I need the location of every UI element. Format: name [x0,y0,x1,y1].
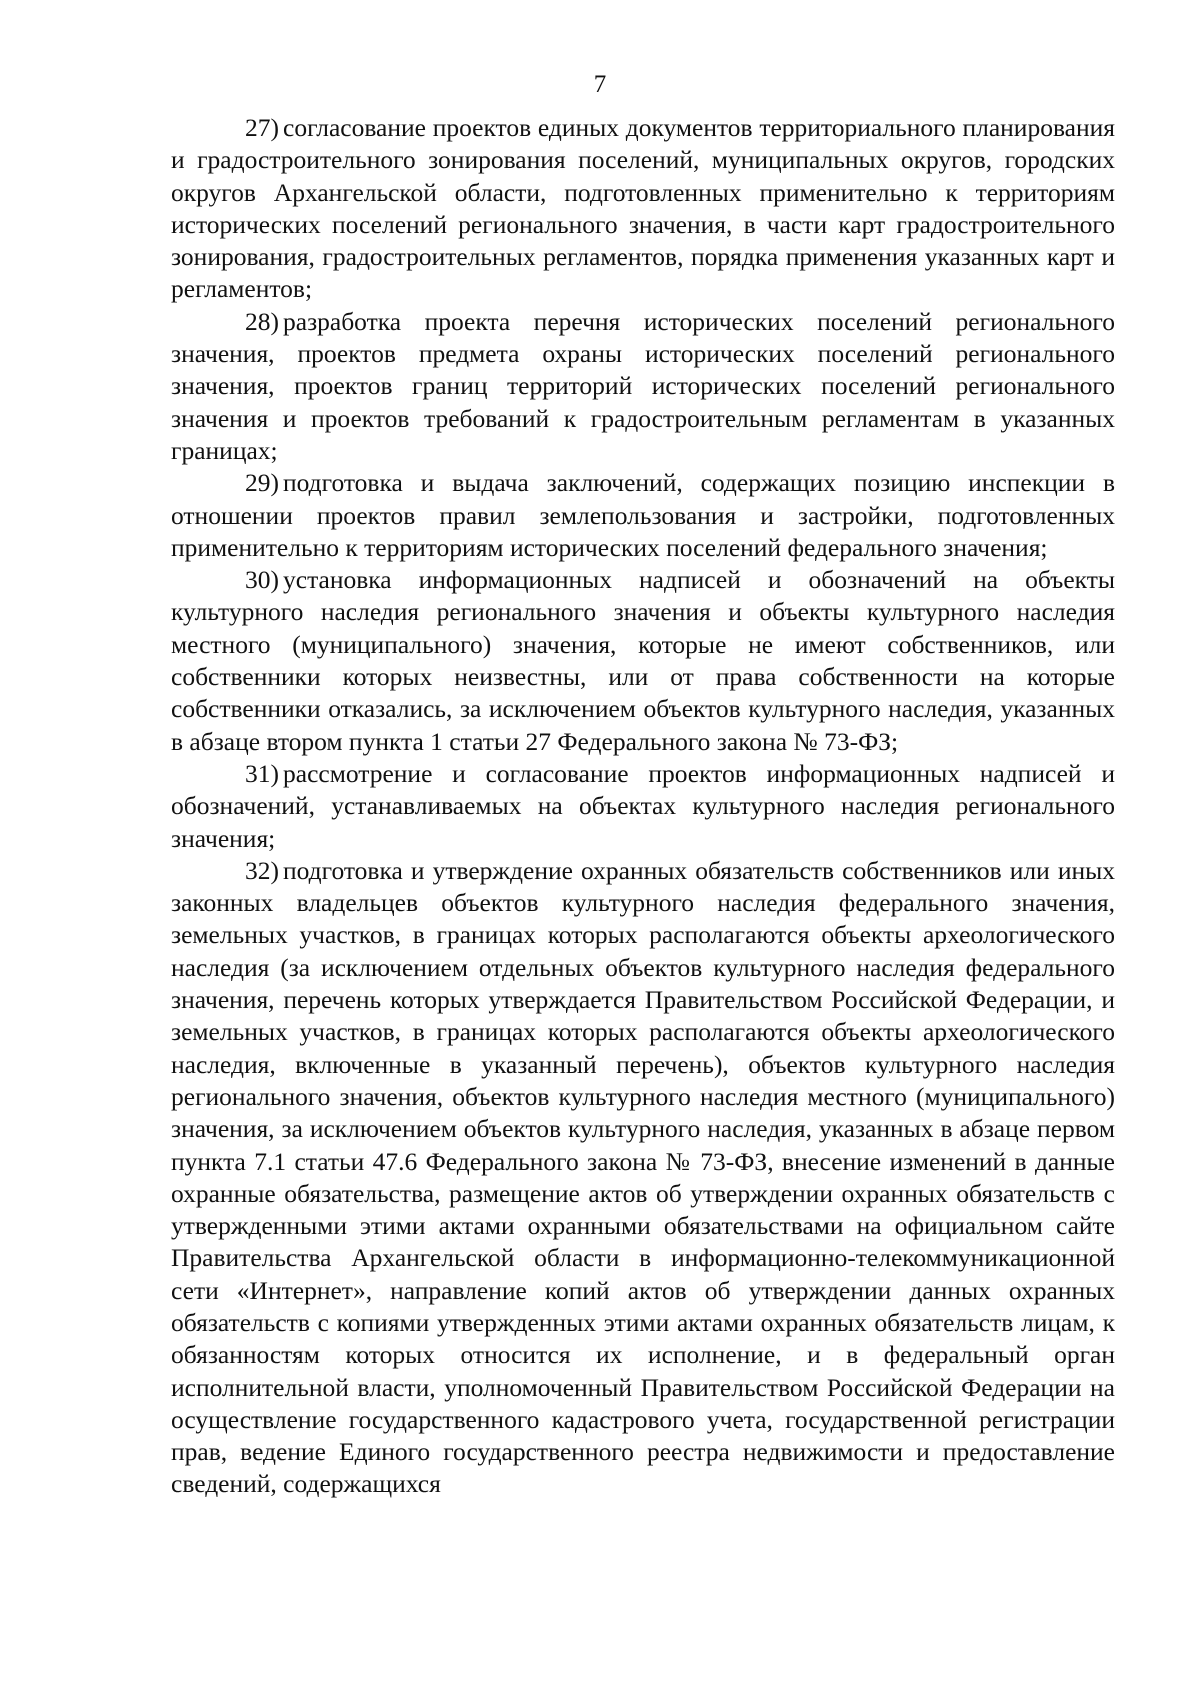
list-item-28 [171,306,1115,467]
list-item-27 [171,112,1115,306]
item-text: подготовка и выдача заключений, содержащих позицию инспекции в отношении проектов правил землепользования и застройки, подготовленных применительно к территориям исторических поселений федерального значения; [171,468,1115,562]
item-number: 30) [245,565,279,595]
item-text: подготовка и утверждение охранных обязательств собственников или иных законных владельцев объектов культурного наследия федерального значения, земельных участков, в границах которых располагаются объекты археологического наследия (за исключением отдельных объектов культурного наследия федерального значения, перечень которых утверждается Правительством Российской Федерации, и земельных участков, в границах которых располагаются объекты археологического наследия, включенные в указанный перечень), объектов культурного наследия регионального значения, объектов культурного наследия местного (муниципального) значения, за исключением объектов культурного наследия, указанных в абзаце первом пункта 7.1 статьи 47.6 Федерального закона № 73-ФЗ, внесение изменений в данные охранные обязательства, размещение актов об утверждении охранных обязательств с утвержденными этими актами охранными обязательствами на официальном сайте Правительства Архангельской области в информационно-телекоммуникационной сети «Интернет», направление копий актов об утверждении данных охранных обязательств с копиями утвержденных этими актами охранных обязательств лицам, к обязанностям которых относится их исполнение, и в федеральный орган исполнительной власти, уполномоченный Правительством Российской Федерации на осуществление государственного кадастрового учета, государственной регистрации прав, ведение Единого государственного реестра недвижимости и предоставление сведений, содержащихся [171,855,1115,1499]
page-number: 7 [593,71,607,98]
item-number: 29) [245,468,279,498]
item-number: 28) [245,306,279,336]
item-text: согласование проектов единых документов территориального планирования и градостроительного зонирования поселений, муниципальных округов, городских округов Архангельской области, подготовленных применительно к территориям исторических поселений регионального значения, в части карт градостроительного зонирования, градостроительных регламентов, порядка применения указанных карт и регламентов; [171,113,1115,304]
item-text: установка информационных надписей и обозначений на объекты культурного наследия регионального значения и объекты культурного наследия местного (муниципального) значения, которые не имеют собственников, или собственники которых неизвестны, или от права собственности на которые собственники отказались, за исключением объектов культурного наследия, указанных в абзаце втором пункта 1 статьи 27 Федерального закона № 73-ФЗ; [171,565,1115,756]
item-text: рассмотрение и согласование проектов информационных надписей и обозначений, устанавливаемых на объектах культурного наследия регионального значения; [171,758,1115,853]
item-number: 31) [245,758,279,788]
document-body [171,112,1115,1501]
list-item-32 [171,855,1115,1501]
item-text: разработка проекта перечня исторических поселений регионального значения, проектов предмета охраны исторических поселений регионального значения, проектов границ территорий исторических поселений регионального значения и проектов требований к градостроительным регламентам в указанных границах; [171,306,1115,465]
list-item-30 [171,564,1115,758]
item-number: 32) [245,855,279,885]
list-item-29 [171,467,1115,564]
list-item-31 [171,758,1115,855]
item-number: 27) [245,113,279,142]
